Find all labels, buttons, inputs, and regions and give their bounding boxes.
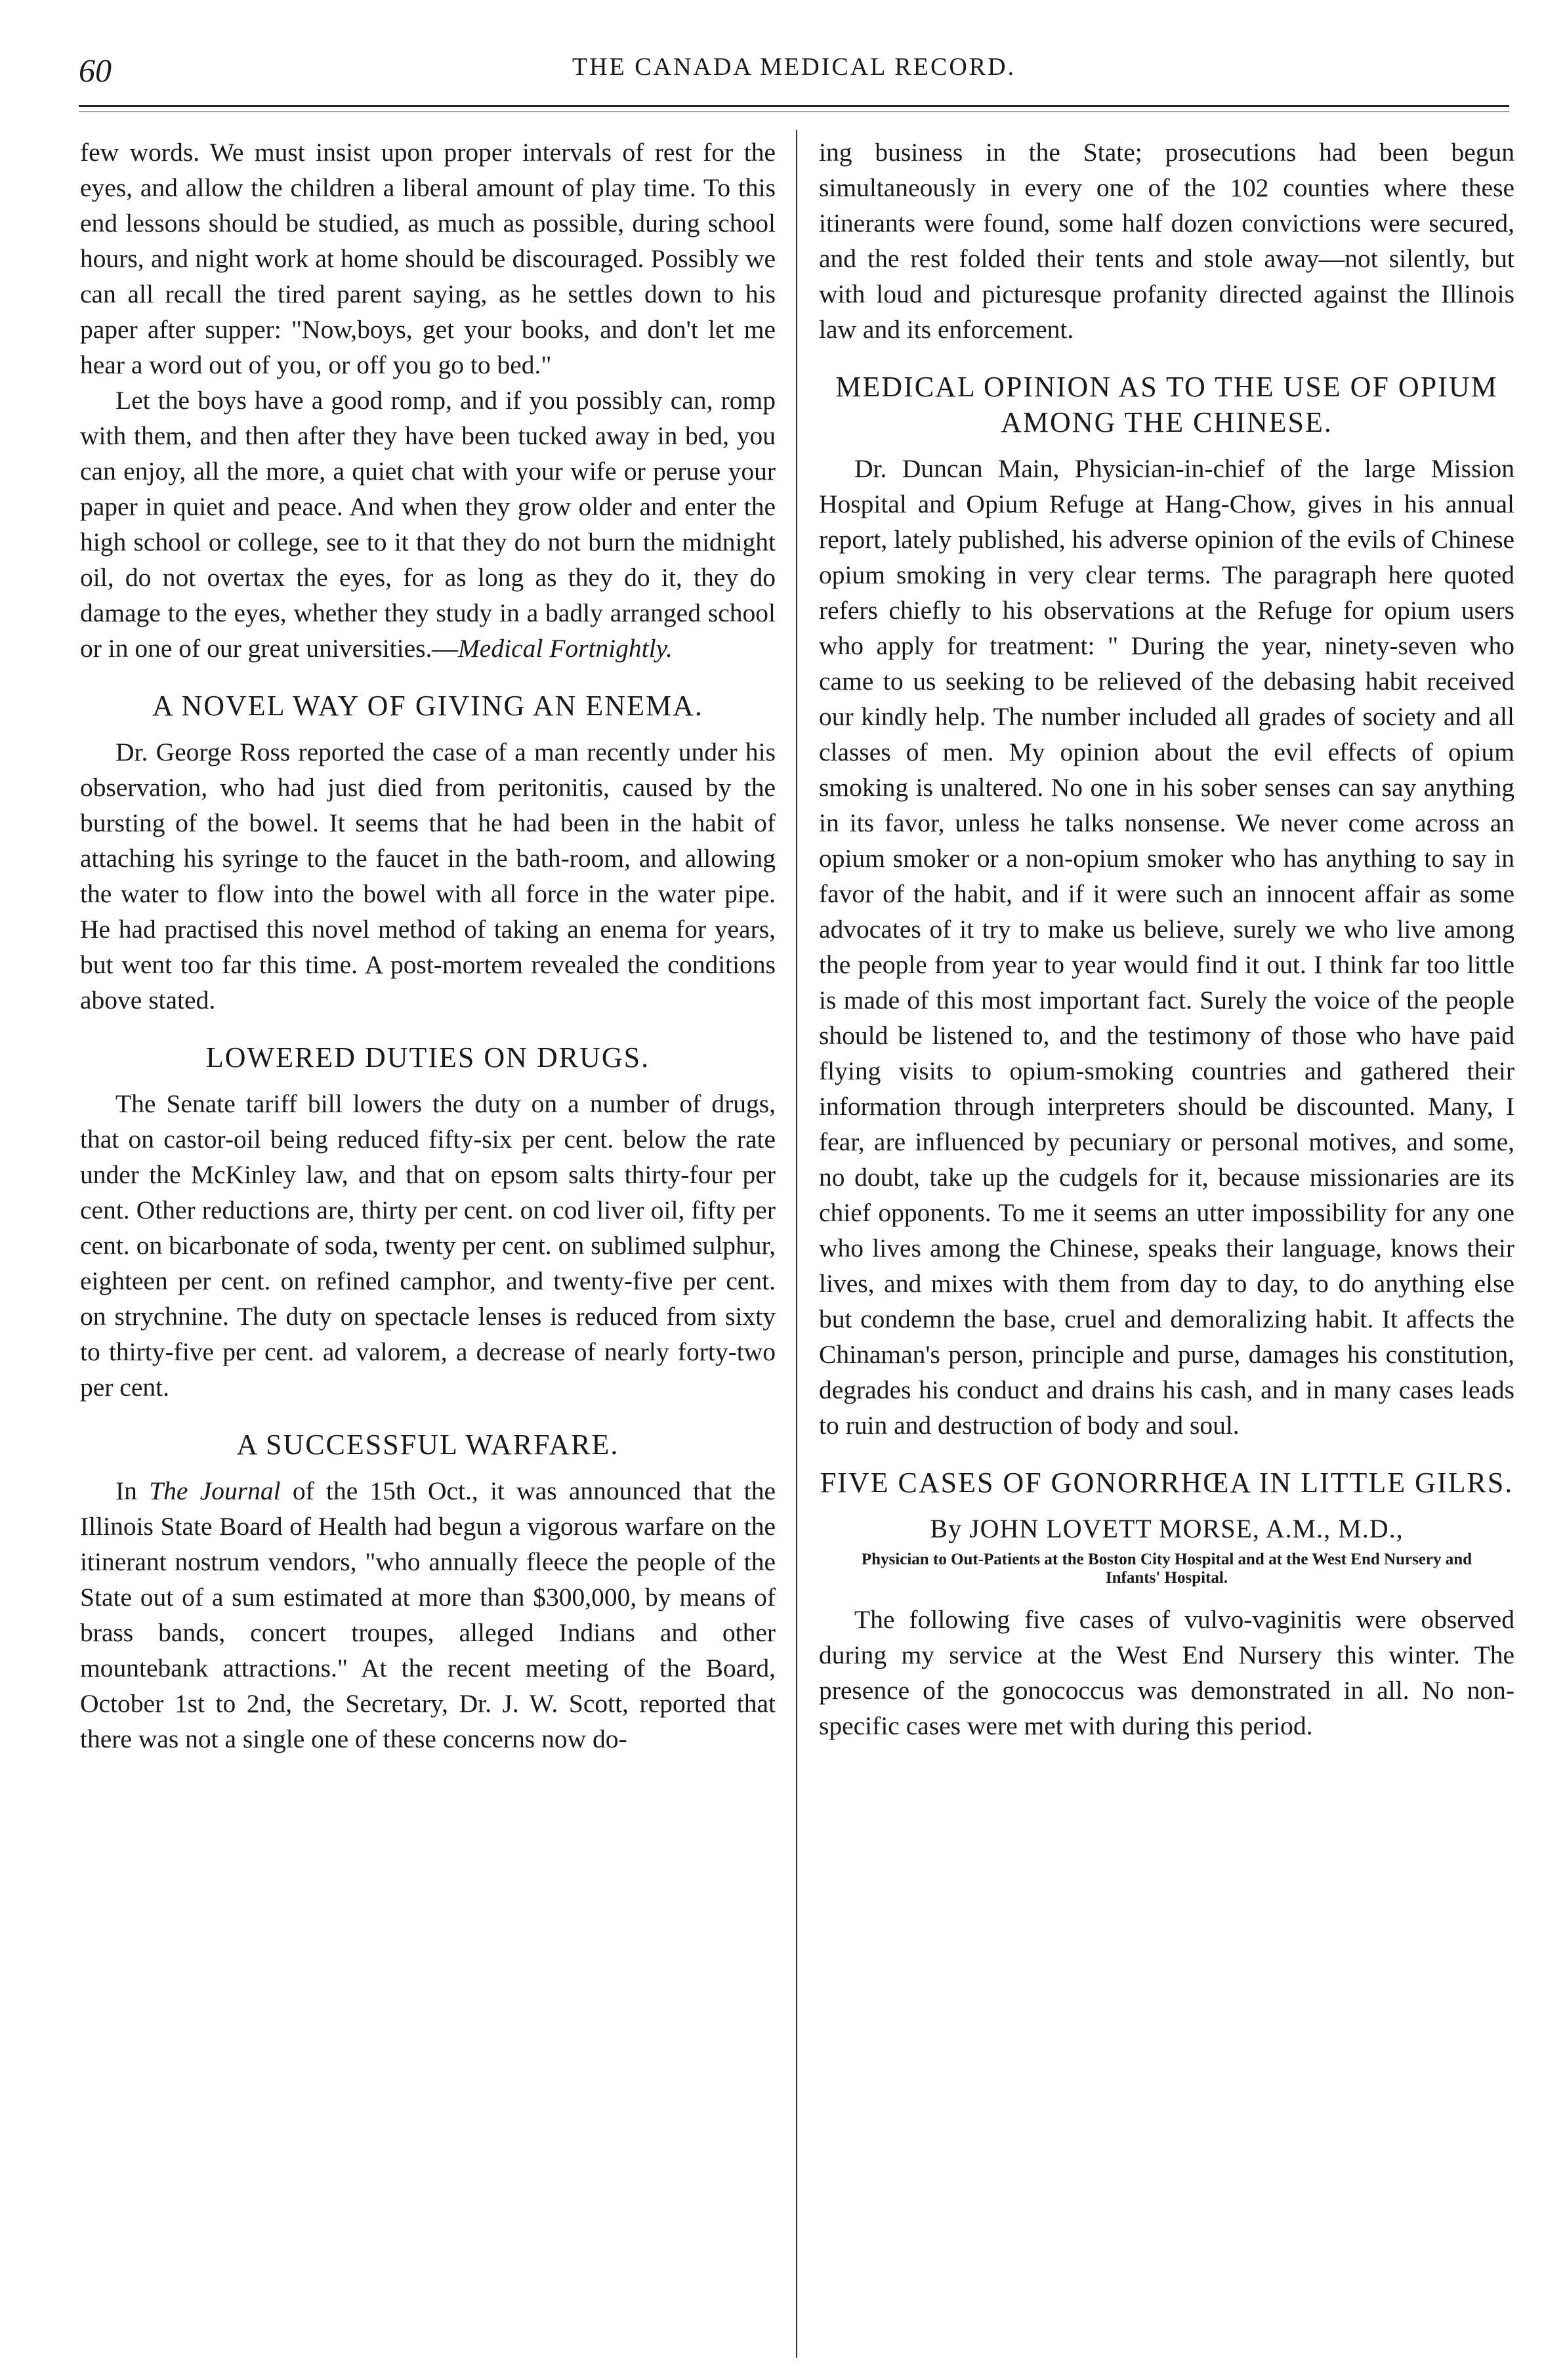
author-affiliation: Physician to Out-Patients at the Boston City Hospital and at the West End Nursery and Infants' Hospital. bbox=[861, 1551, 1472, 1587]
warfare-continuation: ing business in the State; prosecutions had been begun simultaneously in every one of the 102 counties where these itinerants were found, some half dozen convictions were secured, and the rest folded their tents and stole away—not silently, but with loud and picturesque profanity directed against the Illinois law and its enforcement. bbox=[819, 138, 1514, 344]
opium-article-heading: MEDICAL OPINION AS TO THE USE OF OPIUM AMONG THE CHINESE. bbox=[835, 371, 1498, 438]
opium-article-body: Dr. Duncan Main, Physician-in-chief of the large Mission Hospital and Opium Refuge at Hang-Chow, gives in his annual report, lately published, his adverse opinion of the evils of Chinese opium smoking in very clear terms. The paragraph here quoted refers chiefly to his observations at the Refuge for opium users who apply for treatment: " During the year, ninety-seven who came to us seeking to be relieved of the debasing habit received our kindly help. The number included all grades of society and all classes of men. My opinion about the evil effects of opium smoking is unaltered. No one in his sober senses can say anything in its favor, unless he talks nonsense. We never come across an opium smoker or a non-opium smoker who has anything to say in favor of the habit, and if it were such an innocent affair as some advocates of it try to make us believe, surely we who live among the people from year to year would find it out. I think far too little is made of this most important fact. Surely the voice of the people should be listened to, and the testimony of those who have paid flying visits to opium-smoking countries and gathered their information through interpreters should be discounted. Many, I fear, are influenced by pecuniary or personal motives, and some, no doubt, take up the cudgels for it, because missionaries are its chief opponents. To me it seems an utter impossibility for any one who lives among the Chinese, speaks their language, knows their lives, and mixes with them from day to day, to do anything else but condemn the base, cruel and demoralizing habit. It affects the Chinaman's person, principle and purse, damages his constitution, degrades his conduct and drains his cash, and in many cases leads to ruin and destruction of body and soul. bbox=[819, 454, 1514, 1440]
eyes-article-paragraph-2 bbox=[80, 383, 776, 666]
header-rule bbox=[79, 105, 1509, 107]
page-number: 60 bbox=[79, 52, 112, 89]
duties-article-body: The Senate tariff bill lowers the duty on a number of drugs, that on castor-oil being reduced fifty-six per cent. below the rate under the McKinley law, and that on epsom salts thirty-four per cent. Other reductions are, thirty per cent. on cod liver oil, fifty per cent. on bicarbonate of soda, twenty per cent. on sublimed sulphur, eighteen per cent. on refined camphor, and twenty-five per cent. on strychnine. The duty on spectacle lenses is reduced from sixty to thirty-five per cent. ad valorem, a decrease of nearly forty-two per cent. bbox=[80, 1089, 776, 1402]
gonorrhoea-article-heading: FIVE CASES OF GONORRHŒA IN LITTLE GILRS. bbox=[820, 1467, 1514, 1499]
right-column bbox=[819, 135, 1514, 1743]
enema-article-body: Dr. George Ross reported the case of a man recently under his observation, who had just died from peritonitis, caused by the bursting of the bowel. It seems that he had been in the habit of attaching his syringe to the faucet in the bath-room, and allowing the water to flow into the bowel with all force in the water pipe. He had practised this novel method of taking an enema for years, but went too far this time. A post-mortem revealed the conditions above stated. bbox=[80, 738, 776, 1014]
eyes-article-source: Medical Fortnightly. bbox=[457, 634, 673, 663]
duties-article-heading: LOWERED DUTIES ON DRUGS. bbox=[205, 1041, 650, 1074]
warfare-journal-title: The Journal bbox=[149, 1476, 281, 1505]
warfare-article-heading: A SUCCESSFUL WARFARE. bbox=[236, 1429, 619, 1461]
warfare-body-start: In bbox=[115, 1476, 150, 1505]
gonorrhoea-article-body: The following five cases of vulvo-vaginitis were observed during my service at the West End Nursery this winter. The presence of the gonococcus was demonstrated in all. No non-specific cases were met with during this period. bbox=[819, 1605, 1514, 1740]
page-header bbox=[79, 51, 1509, 93]
eyes-article-paragraph-1: few words. We must insist upon proper intervals of rest for the eyes, and allow the children a liberal amount of play time. To this end lessons should be studied, as much as possible, during school hours, and night work at home should be discouraged. Possibly we can all recall the tired parent saying, as he settles down to his paper after supper: "Now,boys, get your books, and don't let me hear a word out of you, or off you go to bed." bbox=[80, 138, 776, 379]
author-byline: By JOHN LOVETT MORSE, A.M., M.D., bbox=[930, 1514, 1404, 1543]
eyes-paragraph-2-text: Let the boys have a good romp, and if you possibly can, romp with them, and then after they have been tucked away in bed, you can enjoy, all the more, a quiet chat with your wife or peruse your paper in quiet and peace. And when they grow older and enter the high school or college, see to it that they do not burn the midnight oil, do not overtax the eyes, for as long as they do it, they do damage to the eyes, whether they study in a badly arranged school or in one of our great universities.— bbox=[80, 386, 776, 663]
journal-title: THE CANADA MEDICAL RECORD. bbox=[572, 53, 1016, 81]
enema-article-heading: A NOVEL WAY OF GIVING AN ENEMA. bbox=[152, 690, 703, 722]
warfare-article-body bbox=[80, 1473, 776, 1757]
warfare-body-rest: of the 15th Oct., it was announced that the Illinois State Board of Health had begun a vigorous warfare on the itinerant nostrum vendors, "who annually fleece the people of the State out of a sum estimated at more than $300,000, by means of brass bands, concert troupes, alleged Indians and other mountebank attractions." At the recent meeting of the Board, October 1st to 2nd, the Secretary, Dr. J. W. Scott, reported that there was not a single one of these concerns now do- bbox=[80, 1476, 776, 1753]
left-column bbox=[80, 135, 776, 1757]
column-divider bbox=[796, 130, 797, 2358]
